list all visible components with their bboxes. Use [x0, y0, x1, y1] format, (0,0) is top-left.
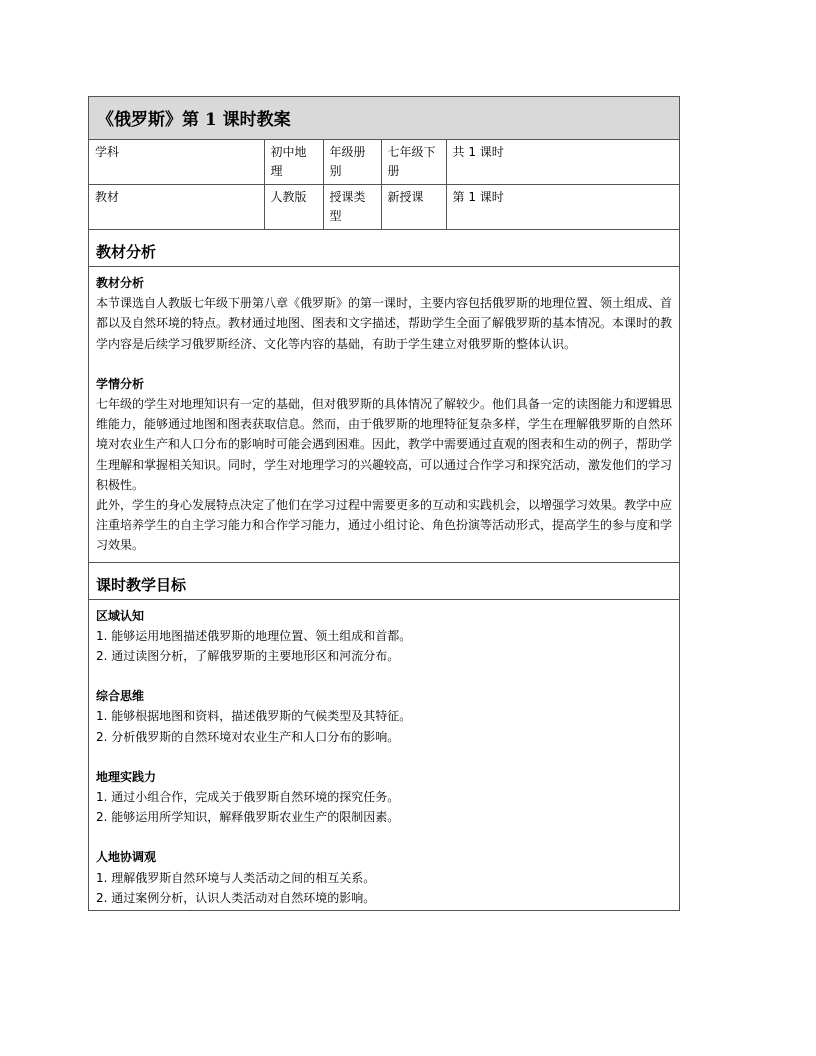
objective-item: 2. 分析俄罗斯的自然环境对农业生产和人口分布的影响。 — [96, 729, 400, 744]
objectives-body — [89, 600, 679, 910]
objective-item: 1. 能够运用地图描述俄罗斯的地理位置、领土组成和首都。 — [96, 628, 412, 643]
textbook-analysis-text: 本节课选自人教版七年级下册第八章《俄罗斯》的第一课时，主要内容包括俄罗斯的地理位置、领土组成、首都以及自然环境的特点。教材通过地图、图表和文字描述，帮助学生全面了解俄罗斯的基本情况。本课时的教学内容是后续学习俄罗斯经济、文化等内容的基础，有助于学生建立对俄罗斯的整体认识。 — [96, 296, 673, 351]
info-cell: 第 1 课时 — [446, 185, 679, 230]
info-row-textbook — [89, 185, 679, 230]
info-table — [89, 140, 679, 230]
objective-group — [96, 606, 672, 667]
objective-group-title: 区域认知 — [96, 608, 145, 623]
objective-item: 1. 通过小组合作，完成关于俄罗斯自然环境的探究任务。 — [96, 790, 400, 805]
info-cell: 共 1 课时 — [446, 140, 679, 185]
objective-item: 1. 能够根据地图和资料，描述俄罗斯的气候类型及其特征。 — [96, 709, 412, 724]
lesson-plan-sheet — [88, 96, 680, 911]
objective-group-title: 地理实践力 — [96, 769, 157, 784]
info-row-subject — [89, 140, 679, 185]
info-cell: 初中地理 — [264, 140, 323, 185]
info-cell: 七年级下册 — [381, 140, 446, 185]
objective-group-title: 人地协调观 — [96, 850, 157, 865]
student-analysis-text: 此外，学生的身心发展特点决定了他们在学习过程中需要更多的互动和实践机会，以增强学习效果。教学中应注重培养学生的自主学习能力和合作学习能力，通过小组讨论、角色扮演等活动形式，提高学生的参与度和学习效果。 — [96, 498, 673, 553]
info-cell: 授课类型 — [323, 185, 381, 230]
info-cell: 新授课 — [381, 185, 446, 230]
objective-item: 2. 通过案例分析，认识人类活动对自然环境的影响。 — [96, 890, 376, 905]
student-analysis-text: 七年级的学生对地理知识有一定的基础，但对俄罗斯的具体情况了解较少。他们具备一定的读图能力和逻辑思维能力，能够通过地图和图表获取信息。然而，由于俄罗斯的地理特征复杂多样，学生在理解俄罗斯的自然环境对农业生产和人口分布的影响时可能会遇到困难。因此，教学中需要通过直观的图表和生动的例子，帮助学生理解和掌握相关知识。同时，学生对地理学习的兴趣较高，可以通过合作学习和探究活动，激发他们的学习积极性。 — [96, 397, 673, 492]
objective-item: 2. 能够运用所学知识，解释俄罗斯农业生产的限制因素。 — [96, 810, 400, 825]
analysis-heading: 教材分析 — [89, 230, 679, 267]
objective-group — [96, 767, 672, 828]
objective-item: 1. 理解俄罗斯自然环境与人类活动之间的相互关系。 — [96, 870, 376, 885]
info-cell: 学科 — [89, 140, 264, 185]
page-title: 《俄罗斯》第 1 课时教案 — [89, 97, 679, 140]
info-cell: 年级册别 — [323, 140, 381, 185]
info-cell: 教材 — [89, 185, 264, 230]
textbook-analysis-title: 教材分析 — [96, 276, 145, 290]
objective-group-title: 综合思维 — [96, 689, 145, 704]
objectives-heading: 课时教学目标 — [89, 563, 679, 600]
objective-group — [96, 847, 672, 908]
objective-group — [96, 686, 672, 747]
objective-item: 2. 通过读图分析，了解俄罗斯的主要地形区和河流分布。 — [96, 649, 400, 664]
student-analysis-title: 学情分析 — [96, 376, 145, 391]
analysis-body — [89, 267, 679, 562]
info-cell: 人教版 — [264, 185, 323, 230]
